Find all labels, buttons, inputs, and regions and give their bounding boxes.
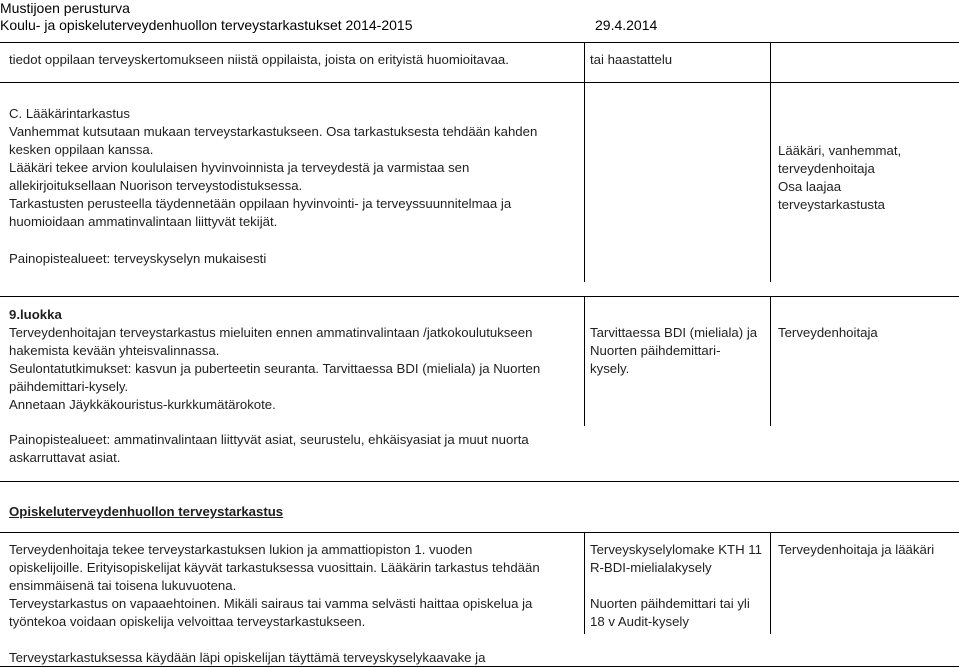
grade9-line: hakemista kevään yhteisvalinnassa. [9, 343, 220, 358]
grade9-line: päihdemittari-kysely. [9, 379, 129, 394]
grade9-line: Annetaan Jäykkäkouristus-kurkkumätärokote. [9, 397, 276, 412]
grade9-line: Seulontatutkimukset: kasvun ja puberteetin seuranta. Tarvittaessa BDI (mieliala) ja Nuorten [9, 361, 541, 376]
grade9-methods [590, 324, 757, 378]
table-top-border [0, 42, 959, 43]
section-c-line: Lääkäri tekee arvion koululaisen hyvinvoinnista ja terveydestä ja varmistaa sen [9, 160, 470, 175]
document-header [0, 17, 959, 33]
methods-line: Nuorten päihdemittari tai yli [590, 596, 750, 611]
document-title: Koulu- ja opiskeluterveydenhuollon terveystarkastukset 2014-2015 [0, 17, 413, 33]
methods-line: Terveyskyselylomake KTH 11 [590, 542, 762, 557]
section-c-focus: Painopistealueet: terveyskyselyn mukaisesti [9, 251, 267, 266]
student-health-block [9, 541, 584, 631]
student-health-methods [590, 541, 762, 631]
col-divider-1c [584, 532, 585, 634]
section-c-line: Vanhemmat kutsutaan mukaan terveystarkastukseen. Osa tarkastuksesta tehdään kahden [9, 124, 538, 139]
section-c-line: huomioidaan ammatinvalintaan liittyvät tekijät. [9, 214, 278, 229]
section-c-participants [778, 142, 901, 214]
student-health-line: opiskelijoille. Erityisopiskelijat käyvät tarkastuksessa vuosittain. Lääkärin tarkastus tehdään [9, 560, 540, 575]
row1-text: tiedot oppilaan terveyskertomukseen niistä oppilaista, joista on erityistä huomioitavaa. [9, 52, 509, 67]
col-divider-2c [770, 532, 771, 634]
document-date: 29.4.2014 [595, 17, 658, 33]
methods-line: R-BDI-mielialakysely [590, 560, 712, 575]
grade9-block [9, 306, 579, 414]
col-divider-1b [584, 296, 585, 426]
row-separator-3 [0, 481, 959, 482]
methods-line: kysely. [590, 361, 630, 376]
student-health-line: Terveystarkastus on vapaaehtoinen. Mikäli sairaus tai vamma selvästi haittaa opiskelua ja [9, 596, 533, 611]
methods-line: Tarvittaessa BDI (mieliala) ja [590, 325, 758, 340]
focus-line: askarruttavat asiat. [9, 450, 121, 465]
grade9-title: 9.luokka [9, 307, 62, 322]
section-c-line: kesken oppilaan kanssa. [9, 142, 154, 157]
row-separator-4 [0, 532, 959, 533]
row-separator-2 [0, 296, 959, 297]
grade9-performer: Terveydenhoitaja [778, 325, 878, 340]
student-health-title: Opiskeluterveydenhuollon terveystarkastus [9, 504, 284, 519]
row1-method: tai haastattelu [590, 52, 673, 67]
row-separator-1 [0, 82, 959, 83]
methods-line: 18 v Audit-kysely [590, 614, 689, 629]
section-c-line: allekirjoituksellaan Nuorison terveystodistuksessa. [9, 178, 303, 193]
participants-line: Lääkäri, vanhemmat, [778, 143, 902, 158]
student-health-line: Terveydenhoitaja tekee terveystarkastuksen lukion ja ammattiopiston 1. vuoden [9, 542, 473, 557]
student-health-performer: Terveydenhoitaja ja lääkäri [778, 542, 935, 557]
section-c [9, 105, 579, 231]
col-divider-2b [770, 296, 771, 426]
focus-line: Painopistealueet: ammatinvalintaan liittyvät asiat, seurustelu, ehkäisyasiat ja muut nuorta [9, 432, 529, 447]
methods-line: Nuorten päihdemittari- [590, 343, 721, 358]
grade9-line: Terveydenhoitajan terveystarkastus mieluiten ennen ammatinvalintaan /jatkokoulutukseen [9, 325, 533, 340]
student-health-line: työntekoa voidaan opiskelija velvoittaa terveystarkastukseen. [9, 614, 366, 629]
participants-line: terveystarkastusta [778, 197, 886, 212]
section-c-line: Tarkastusten perusteella täydennetään oppilaan hyvinvointi- ja terveyssuunnitelmaa ja [9, 196, 512, 211]
participants-line: terveydenhoitaja [778, 161, 875, 176]
col-divider-2 [770, 42, 771, 282]
section-c-title: C. Lääkärintarkastus [9, 106, 130, 121]
org-name: Mustijoen perusturva [0, 0, 130, 16]
col-divider-1 [584, 42, 585, 282]
student-health-last-line: Terveystarkastuksessa käydään läpi opiskelijan täyttämä terveyskyselykaavake ja [9, 650, 486, 665]
grade9-focus [9, 431, 609, 467]
participants-line: Osa laajaa [778, 179, 842, 194]
student-health-line: ensimmäisenä tai toisena lukuvuotena. [9, 578, 237, 593]
